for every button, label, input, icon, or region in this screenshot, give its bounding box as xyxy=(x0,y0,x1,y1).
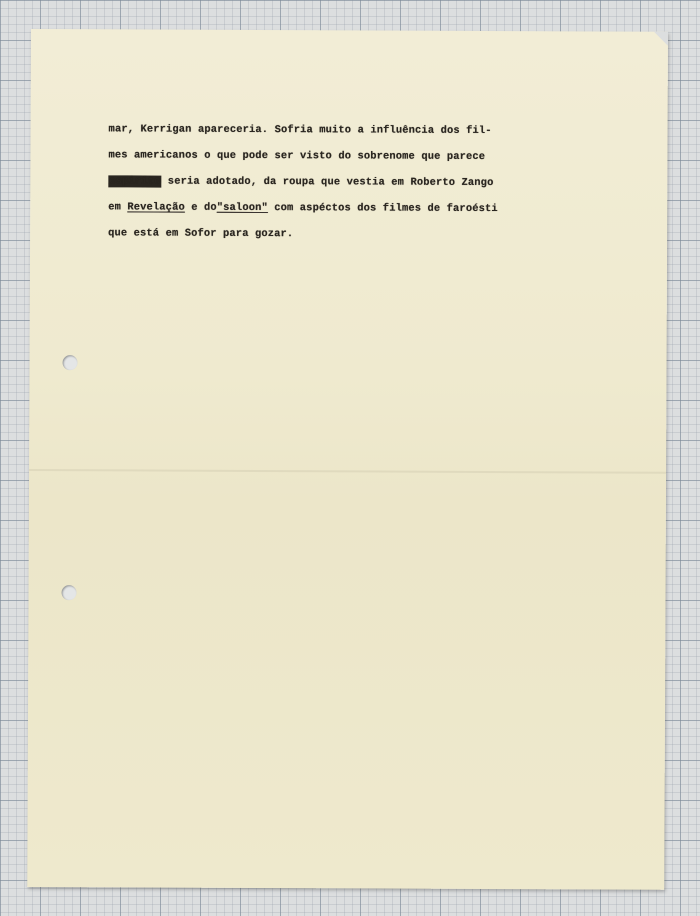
text-line-3-rest: seria adotado, da roupa que vestia em Roberto Zango xyxy=(161,175,494,190)
underlined-word-saloon: "saloon" xyxy=(216,201,268,215)
text-line-4 xyxy=(108,194,648,222)
struck-out-word: espirito xyxy=(109,175,161,188)
text-line-1: mar, Kerrigan apareceria. Sofria muito a influência dos fil- xyxy=(108,123,492,138)
typed-paragraph xyxy=(108,116,649,248)
punch-hole-bottom xyxy=(62,585,77,600)
text-line-4-post: com aspéctos dos filmes de faroésti xyxy=(267,202,498,216)
underlined-title-revelacao: Revelação xyxy=(127,201,185,214)
text-line-4-pre: em xyxy=(108,201,128,214)
paper-sheet xyxy=(27,29,668,890)
folded-corner xyxy=(654,32,668,46)
text-line-2: mes americanos o que pode ser visto do sobrenome que parece xyxy=(108,149,486,163)
punch-hole-top xyxy=(63,355,78,370)
text-line-4-mid: e do xyxy=(184,201,217,214)
text-line-5: que está em Sofor para gozar. xyxy=(108,227,294,241)
text-line-3 xyxy=(108,168,648,196)
